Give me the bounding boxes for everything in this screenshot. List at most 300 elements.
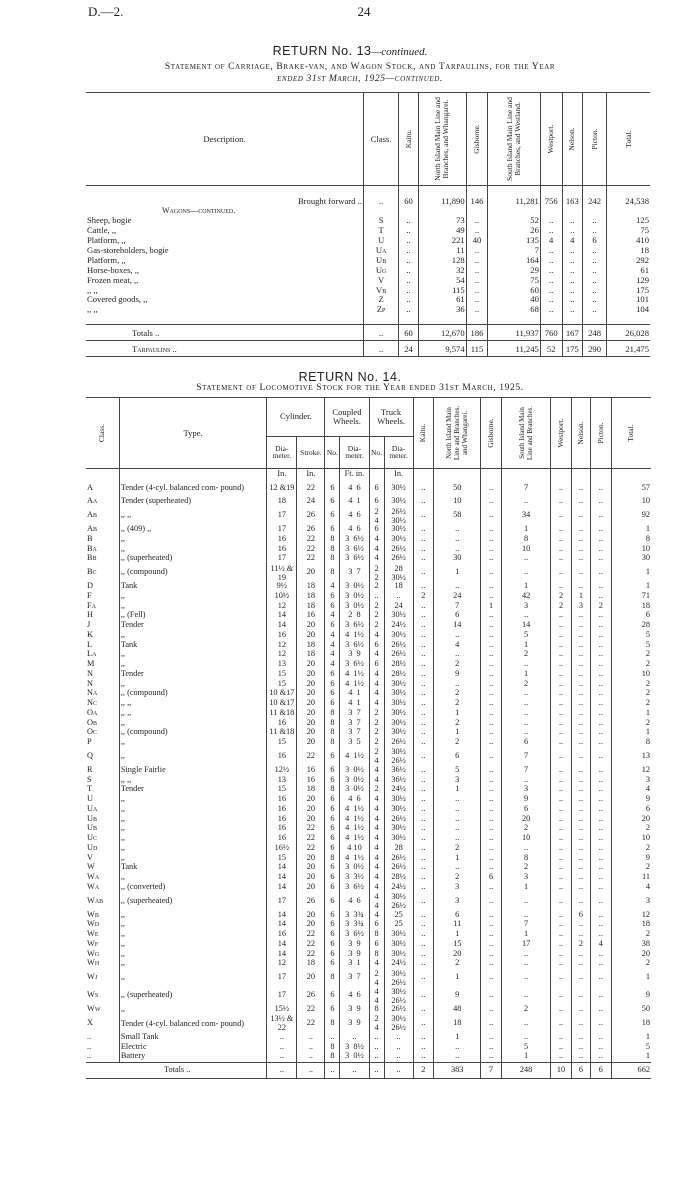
value-cell: .. [413, 969, 433, 987]
value-cell: 662 [611, 1062, 651, 1078]
value-cell: .. [413, 747, 433, 765]
value-cell: .. [481, 525, 501, 535]
value-cell: 2 [413, 591, 433, 601]
value-cell: 24 [434, 591, 481, 601]
cyl-diameter-cell: 13 [267, 660, 297, 670]
coupled-diameter-cell: 3 7 [340, 969, 369, 987]
value-cell: .. [434, 534, 481, 544]
value-cell: .. [399, 255, 418, 265]
value-cell: 1 [434, 728, 481, 738]
cyl-diameter-cell: 14 [267, 939, 297, 949]
col-stroke: Stroke. [297, 436, 325, 468]
cyl-diameter-cell: 11½ & 19 [267, 564, 297, 582]
value-cell: 1 [434, 930, 481, 940]
truck-no-cell: 2 4 [369, 747, 384, 765]
type-cell: ,, [119, 853, 266, 863]
truck-diameter-cell: .. [384, 1032, 413, 1042]
value-cell: .. [481, 785, 501, 795]
class-cell: Fa [87, 601, 96, 610]
truck-no-cell: .. [369, 1032, 384, 1042]
value-cell: .. [551, 853, 571, 863]
truck-no-cell: 2 [369, 621, 384, 631]
value-cell: .. [540, 275, 562, 285]
cyl-diameter-cell: 16 [267, 534, 297, 544]
cyl-diameter-cell: 16 [267, 930, 297, 940]
class-cell: .. [363, 196, 398, 206]
truck-diameter-cell: 25 [384, 910, 413, 920]
value-cell: .. [571, 525, 590, 535]
value-cell: 10 [551, 1062, 571, 1078]
value-cell: .. [551, 640, 571, 650]
truck-diameter-cell: 30½ [384, 525, 413, 535]
coupled-no-cell: 6 [325, 959, 340, 969]
coupled-diameter-cell: 3 7 [340, 564, 369, 582]
value-cell: .. [551, 939, 571, 949]
truck-no-cell: 2 [369, 601, 384, 611]
value-cell: 13 [611, 747, 651, 765]
value-cell: .. [571, 621, 590, 631]
truck-diameter-cell: 30½ [384, 728, 413, 738]
value-cell: .. [434, 863, 481, 873]
value-cell: .. [591, 534, 611, 544]
type-cell: ,, [119, 738, 266, 748]
value-cell: 92 [611, 507, 651, 525]
col-kaitu: Kaitu. [403, 129, 413, 149]
value-cell: 2 [434, 718, 481, 728]
value-cell: 186 [466, 325, 488, 341]
value-cell: 5 [611, 640, 651, 650]
type-cell: ,, (compound) [119, 689, 266, 699]
cyl-diameter-cell: 16 [267, 804, 297, 814]
truck-diameter-cell: 30½ [384, 708, 413, 718]
cyl-diameter-cell: 16 [267, 795, 297, 805]
table-row [86, 873, 651, 883]
value-cell: .. [413, 738, 433, 748]
coupled-no-cell: 4 [325, 640, 340, 650]
truck-no-cell: 8 [369, 949, 384, 959]
table-row [86, 216, 650, 226]
value-cell: 75 [488, 275, 541, 285]
value-cell: 383 [434, 1062, 481, 1078]
value-cell: .. [571, 582, 590, 592]
truck-no-cell: 4 [369, 804, 384, 814]
value-cell: 60 [399, 325, 418, 341]
coupled-no-cell: 6 [325, 987, 340, 1005]
value-cell: 115 [466, 341, 488, 357]
table-row [86, 765, 651, 775]
value-cell: .. [413, 939, 433, 949]
type-cell: ,, [119, 873, 266, 883]
truck-no-cell: 4 [369, 775, 384, 785]
coupled-diameter-cell: 4 1 [340, 689, 369, 699]
type-cell: ,, [119, 949, 266, 959]
col-picton: Picton. [595, 422, 605, 444]
col-type: Type. [119, 398, 266, 469]
table-row [86, 630, 651, 640]
coupled-no-cell: .. [325, 1032, 340, 1042]
coupled-no-cell: 6 [325, 747, 340, 765]
class-cell: Z [363, 295, 398, 305]
table-row [86, 795, 651, 805]
cyl-diameter-cell: 12 [267, 650, 297, 660]
truck-diameter-cell: 36½ [384, 765, 413, 775]
stroke-cell: 20 [297, 679, 325, 689]
value-cell: .. [413, 920, 433, 930]
class-cell: D [87, 581, 93, 591]
class-cell: M [87, 659, 95, 669]
value-cell: .. [591, 1042, 611, 1052]
value-cell: .. [434, 630, 481, 640]
truck-diameter-cell: 18 [384, 582, 413, 592]
truck-no-cell: 4 [369, 824, 384, 834]
value-cell: .. [481, 718, 501, 728]
col-truck-diameter: Dia- meter. [384, 436, 413, 468]
truck-no-cell: 4 [369, 853, 384, 863]
col-class: Class. [363, 93, 398, 186]
coupled-diameter-cell: 3 5 [340, 738, 369, 748]
value-cell: .. [571, 785, 590, 795]
value-cell: .. [562, 275, 583, 285]
value-cell: .. [571, 640, 590, 650]
truck-diameter-cell: 26½ [384, 738, 413, 748]
table-row [86, 226, 650, 236]
table-row [86, 843, 651, 853]
truck-diameter-cell: 30½ 26½ [384, 969, 413, 987]
table-row [86, 564, 651, 582]
value-cell: .. [571, 738, 590, 748]
truck-diameter-cell: 28½ [384, 669, 413, 679]
class-cell: U [87, 794, 93, 804]
value-cell: .. [481, 892, 501, 910]
value-cell: .. [481, 669, 501, 679]
coupled-no-cell: 6 [325, 497, 340, 507]
value-cell: .. [571, 718, 590, 728]
truck-diameter-cell: 28½ [384, 660, 413, 670]
value-cell: 221 [418, 235, 466, 245]
value-cell: .. [551, 650, 571, 660]
coupled-no-cell: 6 [325, 601, 340, 611]
value-cell: 3 [571, 601, 590, 611]
value-cell: .. [501, 708, 551, 718]
truck-no-cell: 4 [369, 669, 384, 679]
value-cell: .. [583, 226, 607, 236]
value-cell: 410 [607, 235, 650, 245]
coupled-no-cell: 8 [325, 554, 340, 564]
value-cell: 9 [434, 987, 481, 1005]
type-cell: ,, ,, [119, 708, 266, 718]
value-cell: 104 [607, 305, 650, 315]
value-cell: .. [413, 1042, 433, 1052]
value-cell: .. [501, 728, 551, 738]
cyl-diameter-cell: 12 [267, 959, 297, 969]
value-cell: 20 [611, 814, 651, 824]
cyl-diameter-cell: 17 [267, 969, 297, 987]
value-cell: 128 [418, 255, 466, 265]
cyl-diameter-cell: 14 [267, 621, 297, 631]
col-kaitu: Kaitu. [418, 423, 428, 443]
coupled-diameter-cell: 3 6½ [340, 640, 369, 650]
value-cell: 38 [611, 939, 651, 949]
value-cell: .. [571, 497, 590, 507]
value-cell: .. [481, 824, 501, 834]
table-row [86, 611, 651, 621]
class-cell: .. [363, 325, 398, 341]
coupled-no-cell: 8 [325, 564, 340, 582]
value-cell: 1 [611, 969, 651, 987]
value-cell: .. [413, 910, 433, 920]
truck-diameter-cell: 28 [384, 843, 413, 853]
value-cell: .. [413, 718, 433, 728]
value-cell: .. [591, 1014, 611, 1032]
value-cell: 50 [611, 1005, 651, 1015]
value-cell: 2 [611, 650, 651, 660]
value-cell: .. [551, 863, 571, 873]
truck-no-cell: 2 [369, 582, 384, 592]
coupled-diameter-cell: 4 6 [340, 795, 369, 805]
value-cell: 10 [611, 544, 651, 554]
value-cell: .. [551, 544, 571, 554]
value-cell: .. [413, 814, 433, 824]
coupled-diameter-cell: 3 3½ [340, 873, 369, 883]
truck-no-cell: 2 [369, 728, 384, 738]
truck-no-cell: 4 [369, 814, 384, 824]
table-row [86, 669, 651, 679]
value-cell: .. [551, 1052, 571, 1062]
truck-diameter-cell: 26½ [384, 814, 413, 824]
value-cell: .. [591, 987, 611, 1005]
cyl-diameter-cell: 13½ & 22 [267, 1014, 297, 1032]
value-cell: 18 [607, 245, 650, 255]
coupled-diameter-cell: 3 9 [340, 1005, 369, 1015]
value-cell: 18 [611, 920, 651, 930]
value-cell: 101 [607, 295, 650, 305]
value-cell: 42 [501, 591, 551, 601]
value-cell: .. [551, 882, 571, 892]
description-cell: Frozen meat, ,, [87, 275, 139, 285]
coupled-diameter-cell: 2 8 [340, 611, 369, 621]
return-13-table [86, 92, 650, 357]
stroke-cell: 20 [297, 699, 325, 709]
value-cell: 10 [611, 497, 651, 507]
value-cell: 2 [551, 591, 571, 601]
col-picton: Picton. [589, 128, 599, 150]
value-cell: 6 [434, 611, 481, 621]
coupled-diameter-cell: 3 6½ [340, 544, 369, 554]
truck-diameter-cell: 24½ [384, 785, 413, 795]
value-cell: .. [562, 245, 583, 255]
truck-no-cell: 2 4 [369, 969, 384, 987]
type-cell: Battery [119, 1052, 266, 1062]
value-cell: .. [551, 1042, 571, 1052]
value-cell: .. [413, 679, 433, 689]
col-truck-no: No. [369, 436, 384, 468]
col-gisborne: Gisborne. [472, 124, 481, 154]
value-cell: 2 [551, 601, 571, 611]
value-cell: .. [481, 738, 501, 748]
cyl-diameter-cell: 10 &17 [267, 699, 297, 709]
value-cell: 2 [611, 679, 651, 689]
value-cell: .. [413, 882, 433, 892]
value-cell: .. [481, 863, 501, 873]
value-cell: .. [399, 285, 418, 295]
value-cell: .. [481, 930, 501, 940]
truck-diameter-cell: 30½ [384, 679, 413, 689]
value-cell: .. [413, 785, 433, 795]
value-cell: .. [466, 265, 488, 275]
value-cell: .. [481, 959, 501, 969]
description-cell: Gas-storeholders, bogie [87, 245, 169, 255]
truck-diameter-cell: 30½ [384, 795, 413, 805]
value-cell: .. [591, 591, 611, 601]
value-cell: 5 [611, 1042, 651, 1052]
value-cell: 9 [611, 853, 651, 863]
stroke-cell: 20 [297, 708, 325, 718]
table-row [86, 853, 651, 863]
value-cell: .. [551, 689, 571, 699]
col-nelson: Nelson. [567, 127, 577, 151]
value-cell: .. [481, 507, 501, 525]
coupled-no-cell: 6 [325, 949, 340, 959]
value-cell: 175 [562, 341, 583, 357]
value-cell: .. [591, 959, 611, 969]
truck-no-cell: 4 [369, 795, 384, 805]
value-cell: .. [540, 305, 562, 315]
truck-no-cell: 4 [369, 699, 384, 709]
truck-no-cell: .. [369, 1052, 384, 1062]
value-cell: .. [501, 910, 551, 920]
coupled-diameter-cell: 3 6½ [340, 534, 369, 544]
value-cell: .. [591, 679, 611, 689]
truck-no-cell: 6 [369, 660, 384, 670]
value-cell: .. [481, 689, 501, 699]
value-cell: 9,574 [418, 341, 466, 357]
stroke-cell: 20 [297, 910, 325, 920]
value-cell: 6 [481, 873, 501, 883]
value-cell: .. [481, 1052, 501, 1062]
value-cell: .. [481, 497, 501, 507]
value-cell: .. [413, 582, 433, 592]
value-cell: 5 [611, 630, 651, 640]
truck-diameter-cell: 26½ [384, 1005, 413, 1015]
value-cell: 242 [583, 196, 607, 206]
class-cell: T [87, 784, 93, 794]
table-row [86, 534, 651, 544]
class-cell: F [87, 591, 92, 600]
value-cell: .. [551, 738, 571, 748]
coupled-diameter-cell: 3 0½ [340, 863, 369, 873]
value-cell: .. [413, 765, 433, 775]
coupled-diameter-cell: 3 0½ [340, 765, 369, 775]
coupled-diameter-cell: 4 1½ [340, 747, 369, 765]
value-cell: 5 [434, 765, 481, 775]
stroke-cell: 20 [297, 564, 325, 582]
truck-diameter-cell: 28 30½ [384, 564, 413, 582]
cyl-diameter-cell: 10½ [267, 591, 297, 601]
value-cell: 1 [434, 785, 481, 795]
table-row [86, 235, 650, 245]
value-cell: .. [501, 1014, 551, 1032]
return-13-title: RETURN No. 13—continued. [272, 44, 428, 58]
class-cell: Ud [87, 843, 98, 852]
truck-no-cell: 4 [369, 910, 384, 920]
coupled-no-cell: 6 [325, 679, 340, 689]
value-cell: .. [591, 785, 611, 795]
truck-diameter-cell: 30½ 26½ [384, 987, 413, 1005]
cyl-diameter-cell: .. [267, 1042, 297, 1052]
value-cell: 15 [434, 939, 481, 949]
table-row [86, 718, 651, 728]
value-cell: 1 [611, 1032, 651, 1042]
value-cell: .. [591, 621, 611, 631]
value-cell: 3 [434, 882, 481, 892]
class-cell: Oc [87, 727, 97, 737]
value-cell: .. [551, 669, 571, 679]
truck-no-cell: 2 2 [369, 564, 384, 582]
value-cell: .. [466, 245, 488, 255]
type-cell: ,, [119, 920, 266, 930]
value-cell: .. [413, 930, 433, 940]
page-number: 24 [357, 4, 371, 19]
cyl-diameter-cell: 17 [267, 892, 297, 910]
value-cell: .. [481, 814, 501, 824]
truck-no-cell: 4 [369, 765, 384, 775]
coupled-diameter-cell: 4 6 [340, 507, 369, 525]
value-cell: .. [413, 479, 433, 497]
class-cell: Ua [87, 804, 98, 813]
value-cell: .. [551, 824, 571, 834]
value-cell: 40 [488, 295, 541, 305]
value-cell: .. [481, 920, 501, 930]
coupled-diameter-cell: 4 6 [340, 987, 369, 1005]
type-cell: ,, (converted) [119, 882, 266, 892]
value-cell: 1 [571, 591, 590, 601]
return-14-title: RETURN No. 14. [298, 370, 402, 384]
value-cell: .. [501, 564, 551, 582]
value-cell: 2 [571, 939, 590, 949]
value-cell: .. [267, 1062, 297, 1078]
value-cell: .. [551, 843, 571, 853]
value-cell: 163 [562, 196, 583, 206]
coupled-no-cell: 8 [325, 785, 340, 795]
table-row [86, 959, 651, 969]
class-cell: N [87, 679, 93, 688]
table-row [86, 660, 651, 670]
value-cell: .. [481, 910, 501, 920]
value-cell: 1 [434, 564, 481, 582]
table-row [86, 1014, 651, 1032]
truck-no-cell: 4 [369, 689, 384, 699]
truck-no-cell: 4 [369, 882, 384, 892]
coupled-diameter-cell: 3 7 [340, 708, 369, 718]
value-cell: 3 [501, 873, 551, 883]
value-cell: 12,670 [418, 325, 466, 341]
table-row [86, 863, 651, 873]
stroke-cell: 16 [297, 775, 325, 785]
type-cell: ,, [119, 1005, 266, 1015]
value-cell: .. [571, 747, 590, 765]
value-cell: .. [591, 564, 611, 582]
truck-no-cell: 4 4 [369, 987, 384, 1005]
value-cell: 36 [418, 305, 466, 315]
class-cell: Ub [363, 255, 398, 265]
value-cell: .. [434, 544, 481, 554]
truck-diameter-cell: 30½ [384, 834, 413, 844]
value-cell: .. [413, 669, 433, 679]
value-cell: .. [571, 1005, 590, 1015]
type-cell: ,, [119, 795, 266, 805]
value-cell: 7 [501, 747, 551, 765]
value-cell: 6 [571, 910, 590, 920]
